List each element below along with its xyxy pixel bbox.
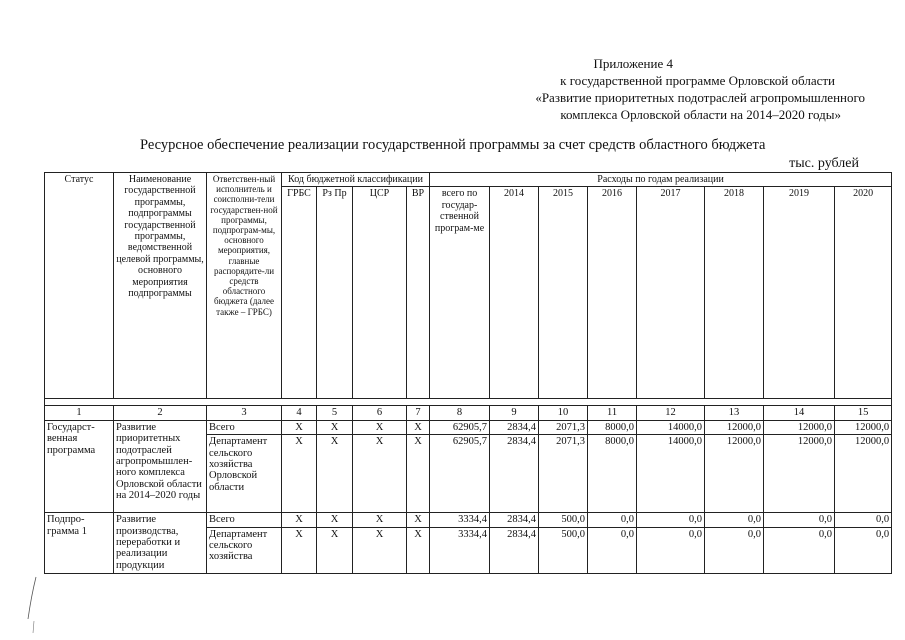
header-vr: ВР	[407, 187, 430, 399]
header-grbs: ГРБС	[282, 187, 317, 399]
row-2014: 2834,4	[490, 513, 539, 527]
appendix-line-1: Приложение 4	[593, 56, 673, 71]
row-vr: Х	[407, 513, 430, 527]
col-number: 7	[407, 406, 430, 420]
col-number: 3	[207, 406, 282, 420]
margin-pen-mark	[20, 575, 40, 635]
col-number: 10	[539, 406, 588, 420]
row-2020: 0,0	[835, 527, 892, 573]
header-total: всего по государ-ственной програм-ме	[430, 187, 490, 399]
header-year-2016: 2016	[588, 187, 637, 399]
row-2019: 0,0	[764, 527, 835, 573]
header-year-2015: 2015	[539, 187, 588, 399]
row-2017: 14000,0	[637, 435, 705, 513]
row-grbs: Х	[282, 435, 317, 513]
col-number: 13	[705, 406, 764, 420]
row-2017: 0,0	[637, 513, 705, 527]
row-total: 3334,4	[430, 513, 490, 527]
row-rzpr: Х	[317, 435, 353, 513]
header-responsible: Ответствен-ный исполнитель и соисполни-тели государствен-ной программы, подпрограм-мы, основного мероприятия, главные распорядите-ли средств областного бюджета (далее также – ГРБС)	[207, 173, 282, 399]
row-total: 62905,7	[430, 435, 490, 513]
row-2015: 500,0	[539, 513, 588, 527]
header-code-group: Код бюджетной классификации	[282, 173, 430, 187]
row-2017: 0,0	[637, 527, 705, 573]
row-2020: 0,0	[835, 513, 892, 527]
col-number: 14	[764, 406, 835, 420]
row-csr: Х	[353, 435, 407, 513]
row-name: Развитие приоритетных подотраслей агропромышлен-ного комплекса Орловской области на 2014–2020 годы	[114, 420, 207, 512]
appendix-line-4: комплекса Орловской области на 2014–2020 годы»	[560, 107, 841, 122]
row-2014: 2834,4	[490, 527, 539, 573]
row-responsible: Департамент сельского хозяйства	[207, 527, 282, 573]
row-2019: 12000,0	[764, 420, 835, 434]
column-number-row	[45, 406, 892, 420]
col-number: 12	[637, 406, 705, 420]
row-2019: 0,0	[764, 513, 835, 527]
row-total: 62905,7	[430, 420, 490, 434]
row-grbs: Х	[282, 420, 317, 434]
row-2016: 0,0	[588, 527, 637, 573]
table-row	[45, 420, 892, 434]
row-responsible: Всего	[207, 420, 282, 434]
row-2018: 12000,0	[705, 435, 764, 513]
header-status: Статус	[45, 173, 114, 399]
units-label: тыс. рублей	[789, 156, 859, 171]
row-csr: Х	[353, 420, 407, 434]
row-rzpr: Х	[317, 420, 353, 434]
header-expenses-group: Расходы по годам реализации	[430, 173, 892, 187]
row-2018: 12000,0	[705, 420, 764, 434]
row-2016: 8000,0	[588, 435, 637, 513]
row-grbs: Х	[282, 513, 317, 527]
row-responsible: Всего	[207, 513, 282, 527]
header-year-2019: 2019	[764, 187, 835, 399]
row-responsible: Департамент сельского хозяйства Орловской области	[207, 435, 282, 513]
row-status: Государст-венная программа	[45, 420, 114, 512]
row-2015: 500,0	[539, 527, 588, 573]
row-2016: 8000,0	[588, 420, 637, 434]
row-2014: 2834,4	[490, 435, 539, 513]
header-name: Наименование государственной программы, подпрограммы государственной программы, ведомственной целевой программы, основного мероприятия подпрограммы	[114, 173, 207, 399]
col-number: 4	[282, 406, 317, 420]
col-number: 6	[353, 406, 407, 420]
header-year-2017: 2017	[637, 187, 705, 399]
header-csr: ЦСР	[353, 187, 407, 399]
col-number: 8	[430, 406, 490, 420]
row-2018: 0,0	[705, 513, 764, 527]
row-vr: Х	[407, 527, 430, 573]
row-name: Развитие производства, переработки и реализации продукции	[114, 513, 207, 573]
col-number: 9	[490, 406, 539, 420]
header-year-2018: 2018	[705, 187, 764, 399]
row-2016: 0,0	[588, 513, 637, 527]
row-vr: Х	[407, 435, 430, 513]
header-year-2020: 2020	[835, 187, 892, 399]
row-2017: 14000,0	[637, 420, 705, 434]
row-2015: 2071,3	[539, 435, 588, 513]
row-2018: 0,0	[705, 527, 764, 573]
header-gap	[45, 399, 892, 406]
appendix-line-2: к государственной программе Орловской области	[560, 73, 835, 88]
row-csr: Х	[353, 513, 407, 527]
col-number: 11	[588, 406, 637, 420]
document-title: Ресурсное обеспечение реализации государственной программы за счет средств областного бюджета	[140, 137, 766, 153]
row-2015: 2071,3	[539, 420, 588, 434]
row-2020: 12000,0	[835, 420, 892, 434]
row-rzpr: Х	[317, 513, 353, 527]
row-status: Подпро-грамма 1	[45, 513, 114, 573]
row-rzpr: Х	[317, 527, 353, 573]
appendix-line-3: «Развитие приоритетных подотраслей агропромышленного	[535, 90, 865, 105]
row-2014: 2834,4	[490, 420, 539, 434]
resource-table	[44, 172, 892, 574]
col-number: 1	[45, 406, 114, 420]
header-year-2014: 2014	[490, 187, 539, 399]
row-csr: Х	[353, 527, 407, 573]
col-number: 15	[835, 406, 892, 420]
row-grbs: Х	[282, 527, 317, 573]
row-vr: Х	[407, 420, 430, 434]
col-number: 5	[317, 406, 353, 420]
header-rzpr: Рз Пр	[317, 187, 353, 399]
col-number: 2	[114, 406, 207, 420]
table-row	[45, 513, 892, 527]
header-row-1	[45, 173, 892, 187]
row-total: 3334,4	[430, 527, 490, 573]
row-2020: 12000,0	[835, 435, 892, 513]
row-2019: 12000,0	[764, 435, 835, 513]
